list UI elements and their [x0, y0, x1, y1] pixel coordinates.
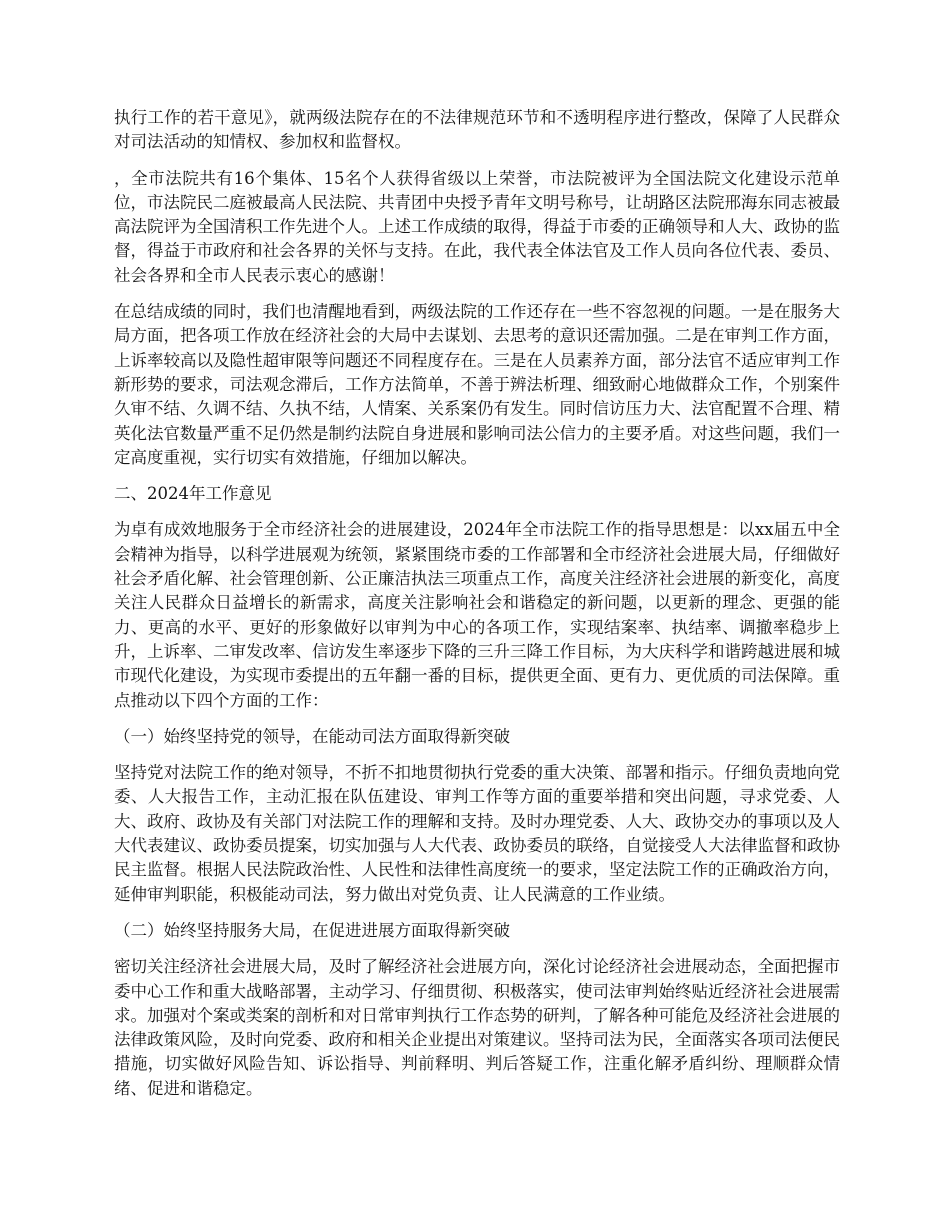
section-heading-2024-work: 二、2024年工作意见: [114, 484, 272, 504]
paragraph-problems: 在总结成绩的同时，我们也清醒地看到，两级法院的工作还存在一些不容忽视的问题。一是在服务大局方面，把各项工作放在经济社会的大局中去谋划、去思考的意识还需加强。二是在审判工作方面，上诉率较高以及隐性超审限等问题还不同程度存在。三是在人员素养方面，部分法官不适应审判工作新形势的要求，司法观念滞后，工作方法简单，不善于辨法析理、细致耐心地做群众工作，个别案件久审不结、久调不结、久执不结，人情案、关系案仍有发生。同时信访压力大、法官配置不合理、精英化法官数量严重不足仍然是制约法院自身进展和影响司法公信力的主要矛盾。对这些问题，我们一定高度重视，实行切实有效措施，仔细加以解决。: [114, 302, 840, 467]
subheading-serve-overall: （二）始终坚持服务大局，在促进进展方面取得新突破: [114, 920, 510, 940]
subheading-party-leadership: （一）始终坚持党的领导，在能动司法方面取得新突破: [114, 726, 510, 746]
paragraph-party-leadership: 坚持党对法院工作的绝对领导，不折不扣地贯彻执行党委的重大决策、部署和指示。仔细负责地向党委、人大报告工作，主动汇报在队伍建设、审判工作等方面的重要举措和突出问题，寻求党委、人大、政府、政协及有关部门对法院工作的理解和支持。及时办理党委、人大、政协交办的事项以及人大代表建议、政协委员提案，切实加强与人大代表、政协委员的联络，自觉接受人大法律监督和政协民主监督。根据人民法院政治性、人民性和法律性高度统一的要求，坚定法院工作的正确政治方向，延伸审判职能，积极能动司法，努力做出对党负责、让人民满意的工作业绩。: [114, 763, 840, 904]
paragraph-reform-conclusion: 执行工作的若干意见》，就两级法院存在的不法律规范环节和不透明程序进行整改，保障了人民群众对司法活动的知情权、参加权和监督权。: [114, 108, 840, 152]
paragraph-guiding-thought: 为卓有成效地服务于全市经济社会的进展建设，2024年全市法院工作的指导思想是：以xx届五中全会精神为指导，以科学进展观为统领，紧紧围绕市委的工作部署和全市经济社会进展大局，仔细做好社会矛盾化解、社会管理创新、公正廉洁执法三项重点工作，高度关注经济社会进展的新变化，高度关注人民群众日益增长的新需求，高度关注影响社会和谐稳定的新问题，以更新的理念、更强的能力、更高的水平、更好的形象做好以审判为中心的各项工作，实现结案率、执结率、调撤率稳步上升，上诉率、二审发改率、信访发生率逐步下降的三升三降工作目标，为大庆科学和谐跨越进展和城市现代化建设，为实现市委提出的五年翻一番的目标，提供更全面、更有力、更优质的司法保障。重点推动以下四个方面的工作：: [114, 520, 840, 710]
paragraph-honors: ，全市法院共有16个集体、15名个人获得省级以上荣誉，市法院被评为全国法院文化建设示范单位，市法院民二庭被最高人民法院、共青团中央授予青年文明号称号，让胡路区法院邢海东同志被最高法院评为全国清积工作先进个人。上述工作成绩的取得，得益于市委的正确领导和人大、政协的监督，得益于市政府和社会各界的关怀与支持。在此，我代表全体法官及工作人员向各位代表、委员、社会各界和全市人民表示衷心的感谢！: [114, 168, 840, 285]
document-body: [114, 106, 840, 1113]
paragraph-serve-overall: 密切关注经济社会进展大局，及时了解经济社会进展方向，深化讨论经济社会进展动态，全面把握市委中心工作和重大战略部署，主动学习、仔细贯彻、积极落实，使司法审判始终贴近经济社会进展需求。加强对个案或类案的剖析和对日常审判执行工作态势的研判，了解各种可能危及经济社会进展的法律政策风险，及时向党委、政府和相关企业提出对策建议。坚持司法为民，全面落实各项司法便民措施，切实做好风险告知、诉讼指导、判前释明、判后答疑工作，注重化解矛盾纠纷、理顺群众情绪、促进和谐稳定。: [114, 957, 840, 1098]
